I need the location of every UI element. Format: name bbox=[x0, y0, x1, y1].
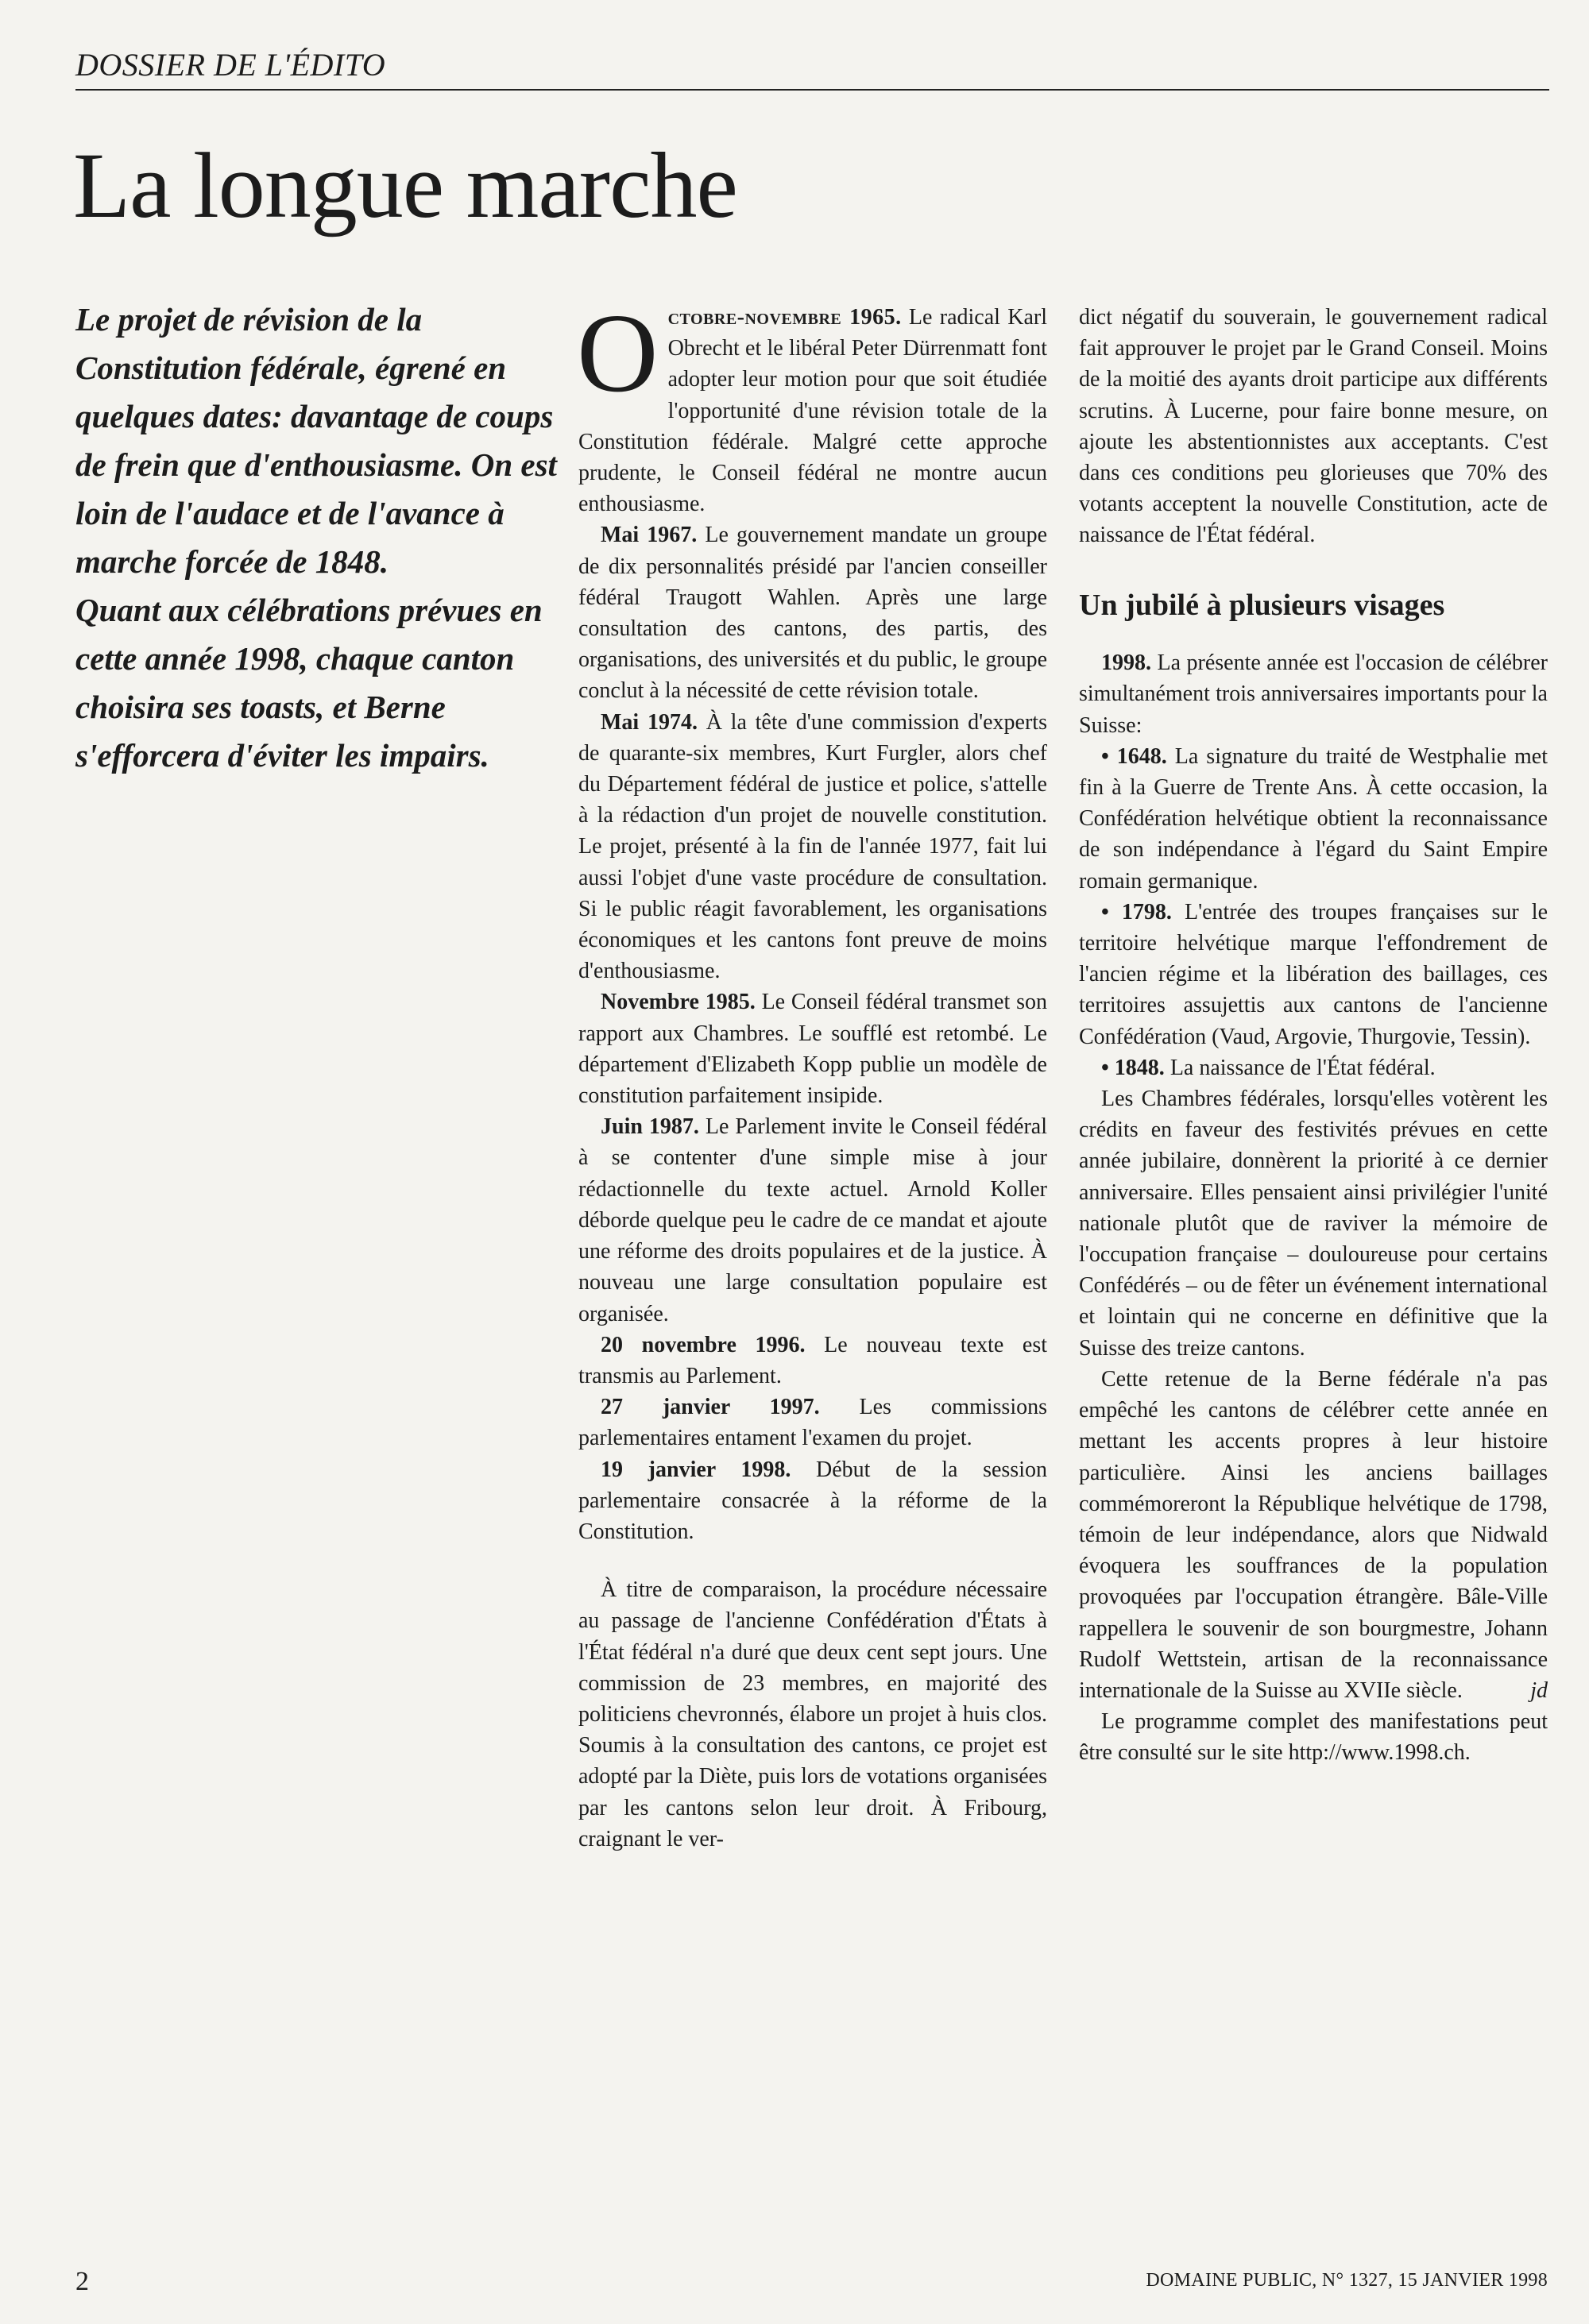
comparison-paragraph: À titre de comparaison, la procédure nécessaire au passage de l'ancienne Confédération d'États à l'État fédéral n'a duré que deux cent sept jours. Une commission de 23 membres, en majorité des politiciens chevronnés, élabore un projet à huis clos. Soumis à la consultation des cantons, ce projet est adopté par la Diète, puis lors de votations organisées par les cantons selon leur droit. À Fribourg, craignant le ver- bbox=[578, 1577, 1047, 1851]
bullet-1648 bbox=[1079, 741, 1548, 897]
entry-1996 bbox=[578, 1330, 1047, 1392]
bullet-1848 bbox=[1079, 1052, 1548, 1083]
entry-date: 20 novembre 1996. bbox=[601, 1332, 806, 1357]
entry-text: Le gouvernement mandate un groupe de dix personnalités présidé par l'ancien conseiller fédéral Traugott Wahlen. Après une large consultation des cantons, des partis, des organisations, des universités et du public, le groupe conclut à la nécessité de cette révision totale. bbox=[578, 523, 1047, 704]
entry-1985 bbox=[578, 986, 1047, 1111]
entry-date: Juin 1987. bbox=[601, 1114, 699, 1140]
entry-date: 1998. bbox=[1101, 650, 1151, 676]
entry-1987 bbox=[578, 1111, 1047, 1329]
bullet-date: • 1798. bbox=[1101, 899, 1172, 925]
entry-text: À la tête d'une commission d'experts de quarante-six membres, Kurt Furgler, alors chef du Département fédéral de justice et police, s'attelle à la rédaction d'un projet de nouvelle constitution. Le projet, présenté à la fin de l'année 1977, fait lui aussi l'objet d'une vaste procédure de consultation. Si le public réagit favorablement, les organisations économiques et les cantons font preuve de moins d'enthousiasme. bbox=[578, 709, 1047, 984]
entry-date: Mai 1974. bbox=[601, 709, 698, 735]
retenue-text: Cette retenue de la Berne fédérale n'a pas empêché les cantons de célébrer cette année en mettant les accents propres à leur histoire particulière. Ainsi les anciens baillages commémoreront la République helvétique de 1798, témoin de leur indépendance, alors que Nidwald évoquera les souffrances de la population provoquées par l'occupation étrangère. Bâle-Ville rappellera le souvenir de son bourgmestre, Johann Rudolf Wettstein, artisan de la reconnaissance internationale de la Suisse au XVIIe siècle. bbox=[1079, 1366, 1548, 1703]
entry-1997 bbox=[578, 1392, 1047, 1453]
header-rule bbox=[75, 89, 1549, 91]
entry-date: 27 janvier 1997. bbox=[601, 1395, 820, 1420]
continuation-paragraph: dict négatif du souverain, le gouvernement radical fait approuver le projet par le Grand Conseil. Moins de la moitié des ayants droit participe aux différents scrutins. À Lucerne, pour faire bonne mesure, on ajoute les abstentionnistes aux acceptants. C'est dans ces conditions peu glorieuses que 70% des votants acceptent la nouvelle Constitution, acte de naissance de l'État fédéral. bbox=[1079, 305, 1548, 548]
jubilee-intro bbox=[1079, 647, 1548, 741]
entry-date: 19 janvier 1998. bbox=[601, 1457, 791, 1482]
entry-1974 bbox=[578, 707, 1047, 987]
bullet-1798 bbox=[1079, 897, 1548, 1052]
lead-text-1: Le projet de révision de la Constitution fédérale, égrené en quelques dates: davantage de coups de frein que d'enthousiasme. On est loin de l'audace et de l'avance à marche forcée de 1848. bbox=[75, 301, 557, 580]
bullet-text: La signature du traité de Westphalie met fin à la Guerre de Trente Ans. À cette occasion, la Confédération helvétique obtient la reconnaissance de son indépendance à l'égard du Saint Empire romain germanique. bbox=[1079, 743, 1548, 894]
publication-info: DOMAINE PUBLIC, N° 1327, 15 JANVIER 1998 bbox=[1146, 2270, 1548, 2291]
entry-date: ctobre-novembre 1965. bbox=[667, 305, 902, 330]
subheading: Un jubilé à plusieurs visages bbox=[1079, 588, 1445, 622]
retenue-paragraph bbox=[1079, 1364, 1548, 1706]
lead-paragraph bbox=[75, 295, 560, 780]
entry-text: Début de la session parlementaire consacrée à la réforme de la Constitution. bbox=[578, 1457, 1047, 1544]
bullet-text: La naissance de l'État fédéral. bbox=[1164, 1055, 1436, 1080]
entry-text: La présente année est l'occasion de célébrer simultanément trois anniversaires importants pour la Suisse: bbox=[1079, 650, 1548, 738]
column-2 bbox=[1079, 302, 1548, 1769]
bullet-date: • 1848. bbox=[1101, 1055, 1165, 1080]
entry-text: Le Parlement invite le Conseil fédéral à se contenter d'une simple mise à jour rédactionnelle du texte actuel. Arnold Koller déborde quelque peu le cadre de ce mandat et ajoute une réforme des droits populaires et de la justice. À nouveau une large consultation populaire est organisée. bbox=[578, 1114, 1047, 1326]
bullet-date: • 1648. bbox=[1101, 743, 1167, 769]
page-number: 2 bbox=[75, 2267, 89, 2296]
paragraph-gap bbox=[578, 1547, 1047, 1574]
entry-text: Le radical Karl Obrecht et le libéral Peter Dürrenmatt font adopter leur motion pour que soit étudiée l'opportunité d'une révision totale de la Constitution fédérale. Malgré cette approche prudente, le Conseil fédéral ne montre aucun enthousiasme. bbox=[578, 305, 1047, 517]
entry-date: Novembre 1985. bbox=[601, 990, 756, 1015]
author-signoff: jd bbox=[1530, 1677, 1548, 1703]
bullet-text: L'entrée des troupes françaises sur le territoire helvétique marque l'effondrement de l'ancien régime et la libération des baillages, ces territoires assujettis aux cantons de l'ancienne Confédération (Vaud, Argovie, Thurgovie, Tessin). bbox=[1079, 899, 1548, 1049]
chambers-paragraph: Les Chambres fédérales, lorsqu'elles votèrent les crédits en faveur des festivités prévues en cette année jubilaire, donnèrent la priorité à ce dernier anniversaire. Elles pensaient ainsi privilégier l'unité nationale plutôt que de raviver la mémoire de l'occupation française – douloureuse pour certains Confédérés – ou de fêter un événement international et lointain qui ne concerne en définitive que la Suisse des treize cantons. bbox=[1079, 1087, 1548, 1361]
entry-1998 bbox=[578, 1454, 1047, 1548]
programme-paragraph: Le programme complet des manifestations peut être consulté sur le site http://www.1998.ch. bbox=[1079, 1709, 1548, 1766]
section-header: DOSSIER DE L'ÉDITO bbox=[75, 47, 386, 83]
drop-cap: O bbox=[577, 290, 659, 415]
entry-text: Les commissions parlementaires entament l'examen du projet. bbox=[578, 1395, 1047, 1451]
entry-1967 bbox=[578, 519, 1047, 706]
column-1 bbox=[577, 290, 1047, 1855]
lead-text-2: Quant aux célébrations prévues en cette année 1998, chaque canton choisira ses toasts, et Berne s'efforcera d'éviter les impairs. bbox=[75, 592, 543, 774]
entry-text: Le Conseil fédéral transmet son rapport aux Chambres. Le soufflé est retombé. Le département d'Elizabeth Kopp publie un modèle de constitution parfaitement insipide. bbox=[578, 990, 1047, 1109]
article-title: La longue marche bbox=[73, 133, 737, 237]
entry-text: Le nouveau texte est transmis au Parlement. bbox=[578, 1332, 1047, 1388]
entry-date: Mai 1967. bbox=[601, 523, 698, 548]
entry-1965 bbox=[577, 290, 1047, 519]
